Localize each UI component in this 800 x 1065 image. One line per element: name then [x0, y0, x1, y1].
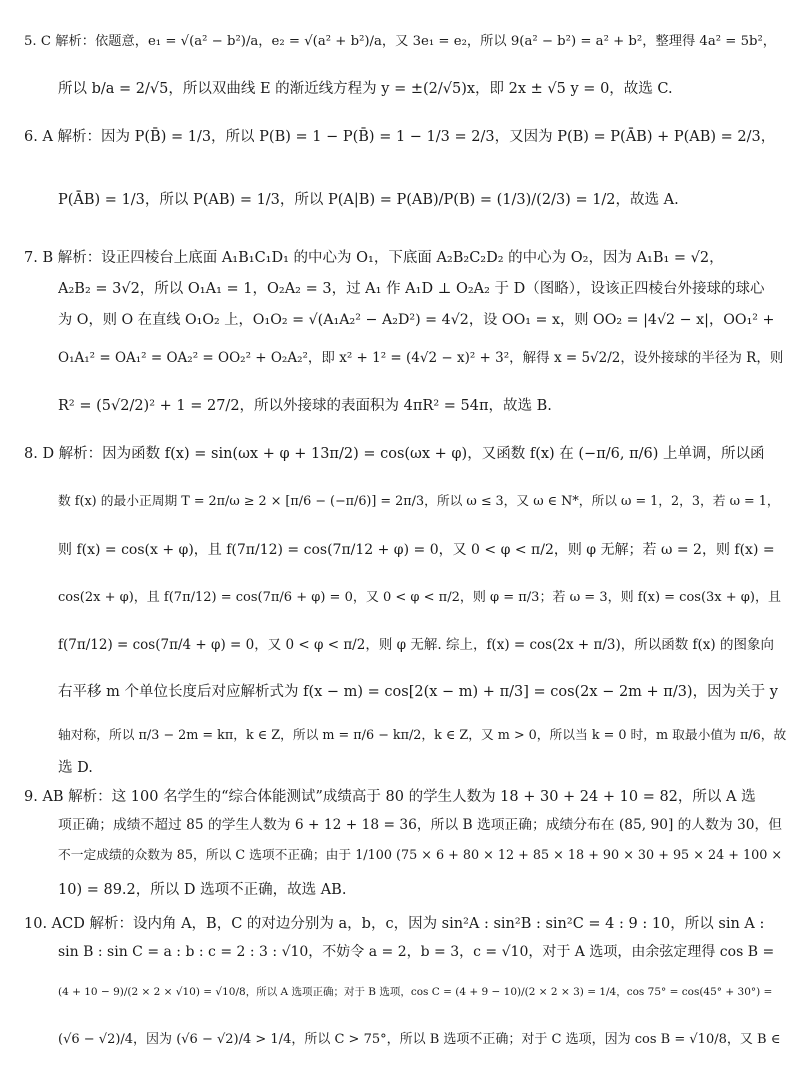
solution-9-line-2: 项正确；成绩不超过 85 的学生人数为 6 + 12 + 18 = 36，所以 B 选项正确；成绩分布在 (85, 90] 的人数为 30，但	[58, 817, 783, 833]
solution-8-line-1: 8. D 解析：因为函数 f(x) = sin(ωx + φ + 13π/2) = cos(ωx + φ)，又函数 f(x) 在 (−π/6, π/6) 上单调，所以函	[24, 446, 765, 462]
solution-9-line-1: 9. AB 解析：这 100 名学生的“综合体能测试”成绩高于 80 的学生人数为 18 + 30 + 24 + 10 = 82，所以 A 选	[24, 789, 756, 805]
solution-10-line-4: (√6 − √2)/4，因为 (√6 − √2)/4 > 1/4，所以 C > 75°，所以 B 选项不正确；对于 C 选项，因为 cos B = √10/8，又 B ∈	[58, 1032, 781, 1047]
solution-7-line-5: R² = (5√2/2)² + 1 = 27/2，所以外接球的表面积为 4πR² = 54π，故选 B.	[58, 398, 552, 414]
solution-6-line-2: P(ĀB) = 1/3，所以 P(AB) = 1/3，所以 P(A|B) = P(AB)/P(B) = (1/3)/(2/3) = 1/2，故选 A.	[58, 192, 679, 208]
solution-8-line-5: f(7π/12) = cos(7π/4 + φ) = 0，又 0 < φ < π/2，则 φ 无解. 综上，f(x) = cos(2x + π/3)，所以函数 f(x) 的图象向	[58, 637, 774, 653]
solution-6-line-1: 6. A 解析：因为 P(B̄) = 1/3，所以 P(B) = 1 − P(B̄) = 1 − 1/3 = 2/3，又因为 P(B) = P(ĀB) + P(AB) = 2/3，	[24, 129, 776, 145]
solution-10-line-3: (4 + 10 − 9)/(2 × 2 × √10) = √10/8，所以 A 选项正确；对于 B 选项，cos C = (4 + 9 − 10)/(2 × 2 × 3) = 1/4，cos 75° = cos(45° + 30°) =	[58, 986, 773, 998]
solution-9-line-4: 10) = 89.2，所以 D 选项不正确，故选 AB.	[58, 882, 347, 898]
solution-8-line-6: 右平移 m 个单位长度后对应解析式为 f(x − m) = cos[2(x − m) + π/3] = cos(2x − 2m + π/3)，因为关于 y	[58, 684, 778, 700]
solution-7-line-2: A₂B₂ = 3√2，所以 O₁A₁ = 1，O₂A₂ = 3，过 A₁ 作 A₁D ⊥ O₂A₂ 于 D（图略），设该正四棱台外接球的球心	[58, 281, 765, 297]
solution-5-line-1: 5. C 解析：依题意，e₁ = √(a² − b²)/a，e₂ = √(a² + b²)/a，又 3e₁ = e₂，所以 9(a² − b²) = a² + b²，整理得 4a² = 5b²，	[24, 34, 777, 49]
solution-9-line-3: 不一定成绩的众数为 85，所以 C 选项不正确；由于 1/100 (75 × 6 + 80 × 12 + 85 × 18 + 90 × 30 + 95 × 24 + 100 ×	[58, 848, 783, 863]
solution-8-line-2: 数 f(x) 的最小正周期 T = 2π/ω ≥ 2 × [π/6 − (−π/6)] = 2π/3，所以 ω ≤ 3，又 ω ∈ N*，所以 ω = 1，2，3，若 ω = 1，	[58, 494, 780, 509]
solution-7-line-3: 为 O，则 O 在直线 O₁O₂ 上，O₁O₂ = √(A₁A₂² − A₂D²) = 4√2，设 OO₁ = x，则 OO₂ = |4√2 − x|，OO₁² +	[58, 312, 775, 328]
solution-5-line-2: 所以 b/a = 2/√5，所以双曲线 E 的渐近线方程为 y = ±(2/√5)x，即 2x ± √5 y = 0，故选 C.	[58, 81, 673, 97]
solution-7-line-4: O₁A₁² = OA₁² = OA₂² = OO₂² + O₂A₂²，即 x² + 1² = (4√2 − x)² + 3²，解得 x = 5√2/2，设外接球的半径为 R，则	[58, 350, 784, 366]
solution-10-line-2: sin B : sin C = a : b : c = 2 : 3 : √10，不妨令 a = 2，b = 3，c = √10，对于 A 选项，由余弦定理得 cos B =	[58, 944, 775, 960]
solution-7-line-1: 7. B 解析：设正四棱台上底面 A₁B₁C₁D₁ 的中心为 O₁，下底面 A₂B₂C₂D₂ 的中心为 O₂，因为 A₁B₁ = √2，	[24, 250, 724, 266]
solution-10-line-1: 10. ACD 解析：设内角 A，B，C 的对边分别为 a，b，c，因为 sin²A : sin²B : sin²C = 4 : 9 : 10，所以 sin A :	[24, 916, 765, 932]
solution-8-line-4: cos(2x + φ)，且 f(7π/12) = cos(7π/6 + φ) = 0，又 0 < φ < π/2，则 φ = π/3；若 ω = 3，则 f(x) = cos(3x + φ)，且	[58, 590, 781, 605]
solution-8-line-8: 选 D.	[58, 760, 93, 776]
solution-8-line-3: 则 f(x) = cos(x + φ)，且 f(7π/12) = cos(7π/12 + φ) = 0，又 0 < φ < π/2，则 φ 无解；若 ω = 2，则 f(x) =	[58, 542, 775, 558]
solution-8-line-7: 轴对称，所以 π/3 − 2m = kπ，k ∈ Z，所以 m = π/6 − kπ/2，k ∈ Z，又 m > 0，所以当 k = 0 时，m 取最小值为 π/6，故	[58, 728, 786, 743]
